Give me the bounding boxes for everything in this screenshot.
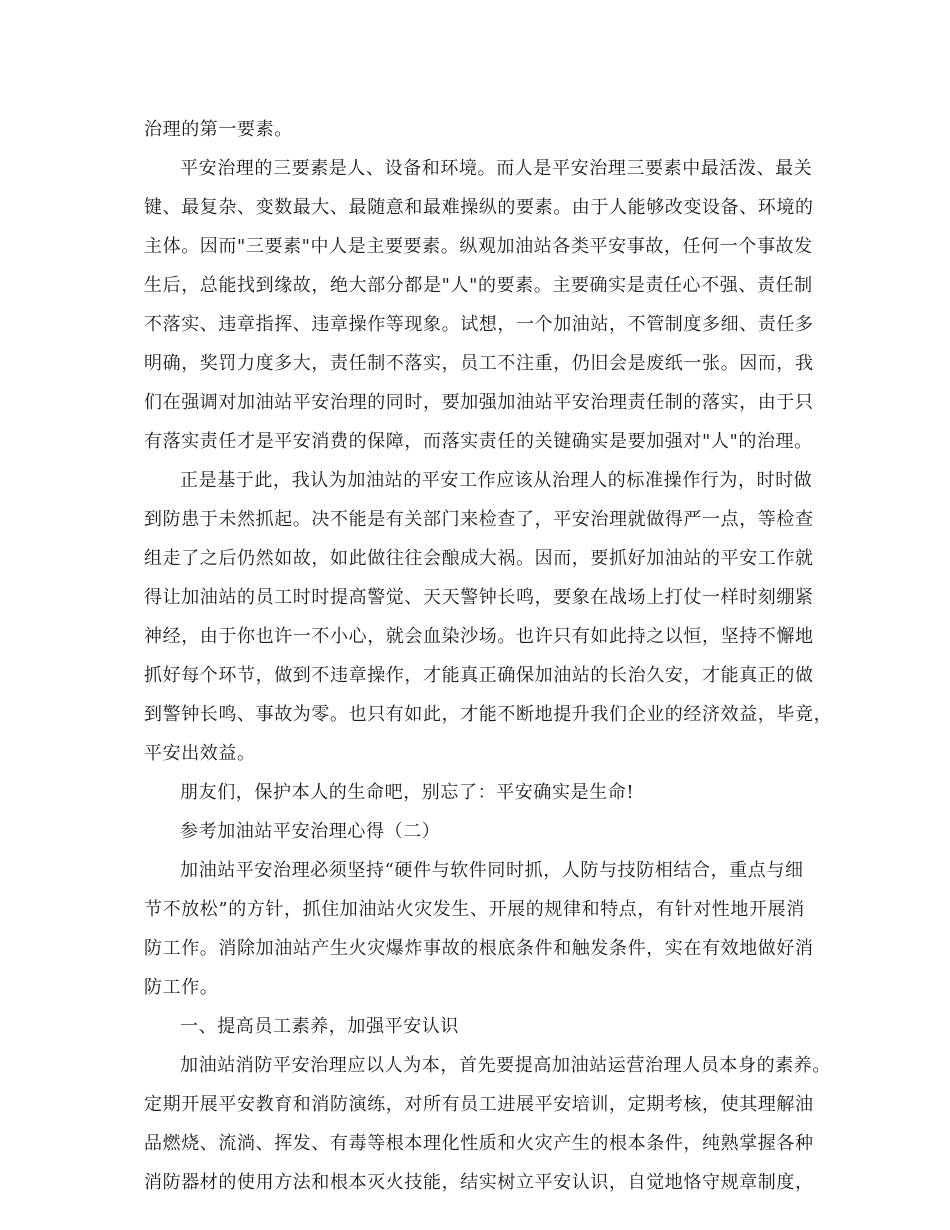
- text-line: 抓好每个环节，做到不违章操作，才能真正确保加油站的长治久安，才能真正的做: [144, 665, 814, 686]
- text-line: 定期开展平安教育和消防演练，对所有员工进展平安培训，定期考核，使其理解油: [144, 1094, 814, 1115]
- text-line: 加油站消防平安治理应以人为本，首先要提高加油站运营治理人员本身的素养。: [180, 1055, 831, 1076]
- text-line: 生后，总能找到缘故，绝大部分都是"人"的要素。主要确实是责任心不强、责任制: [144, 275, 813, 296]
- text-line: 品燃烧、流淌、挥发、有毒等根本理化性质和火灾产生的根本条件，纯熟掌握各种: [144, 1133, 814, 1154]
- text-line: 到警钟长鸣、事故为零。也只有如此，才能不断地提升我们企业的经济效益，毕竟，: [144, 704, 833, 725]
- text-line: 消防器材的使用方法和根本灭火技能，结实树立平安认识，自觉地恪守规章制度，: [144, 1172, 814, 1193]
- text-line: 防工作。: [144, 977, 219, 998]
- text-line: 们在强调对加油站平安治理的同时，要加强加油站平安治理责任制的落实，由于只: [144, 392, 814, 413]
- text-line: 加油站平安治理必须坚持“硬件与软件同时抓，人防与技防相结合，重点与细: [180, 860, 804, 881]
- text-line: 朋友们，保护本人的生命吧，别忘了：平安确实是生命!: [180, 782, 635, 803]
- text-line: 治理的第一要素。: [144, 119, 293, 140]
- text-line: 到防患于未然抓起。决不能是有关部门来检查了，平安治理就做得严一点，等检查: [144, 509, 814, 530]
- text-line: 不落实、违章指挥、违章操作等现象。试想，一个加油站，不管制度多细、责任多: [144, 314, 814, 335]
- text-line: 节不放松”的方针，抓住加油站火灾发生、开展的规律和特点，有针对性地开展消: [144, 899, 805, 920]
- body-text: [144, 110, 833, 1202]
- text-line: 防工作。消除加油站产生火灾爆炸事故的根底条件和触发条件，实在有效地做好消: [144, 938, 814, 959]
- text-line: 正是基于此，我认为加油站的平安工作应该从治理人的标准操作行为，时时做: [180, 470, 813, 491]
- text-line: 平安治理的三要素是人、设备和环境。而人是平安治理三要素中最活泼、最关: [180, 158, 813, 179]
- text-line: 参考加油站平安治理心得（二）: [180, 821, 441, 842]
- text-line: 得让加油站的员工时时提高警觉、天天警钟长鸣，要象在战场上打仗一样时刻绷紧: [144, 587, 814, 608]
- text-line: 键、最复杂、变数最大、最随意和最难操纵的要素。由于人能够改变设备、环境的: [144, 197, 814, 218]
- text-line: 神经，由于你也许一不小心，就会血染沙场。也许只有如此持之以恒，坚持不懈地: [144, 626, 814, 647]
- text-line: 平安出效益。: [144, 743, 256, 764]
- text-line: 一、提高员工素养，加强平安认识: [180, 1016, 459, 1037]
- text-line: 有落实责任才是平安消费的保障，而落实责任的关键确实是要加强对"人"的治理。: [144, 431, 813, 452]
- text-line: 明确，奖罚力度多大，责任制不落实，员工不注重，仍旧会是废纸一张。因而，我: [144, 353, 814, 374]
- text-line: 组走了之后仍然如故，如此做往往会酿成大祸。因而，要抓好加油站的平安工作就: [144, 548, 814, 569]
- text-line: 主体。因而"三要素"中人是主要要素。纵观加油站各类平安事故，任何一个事故发: [144, 236, 813, 257]
